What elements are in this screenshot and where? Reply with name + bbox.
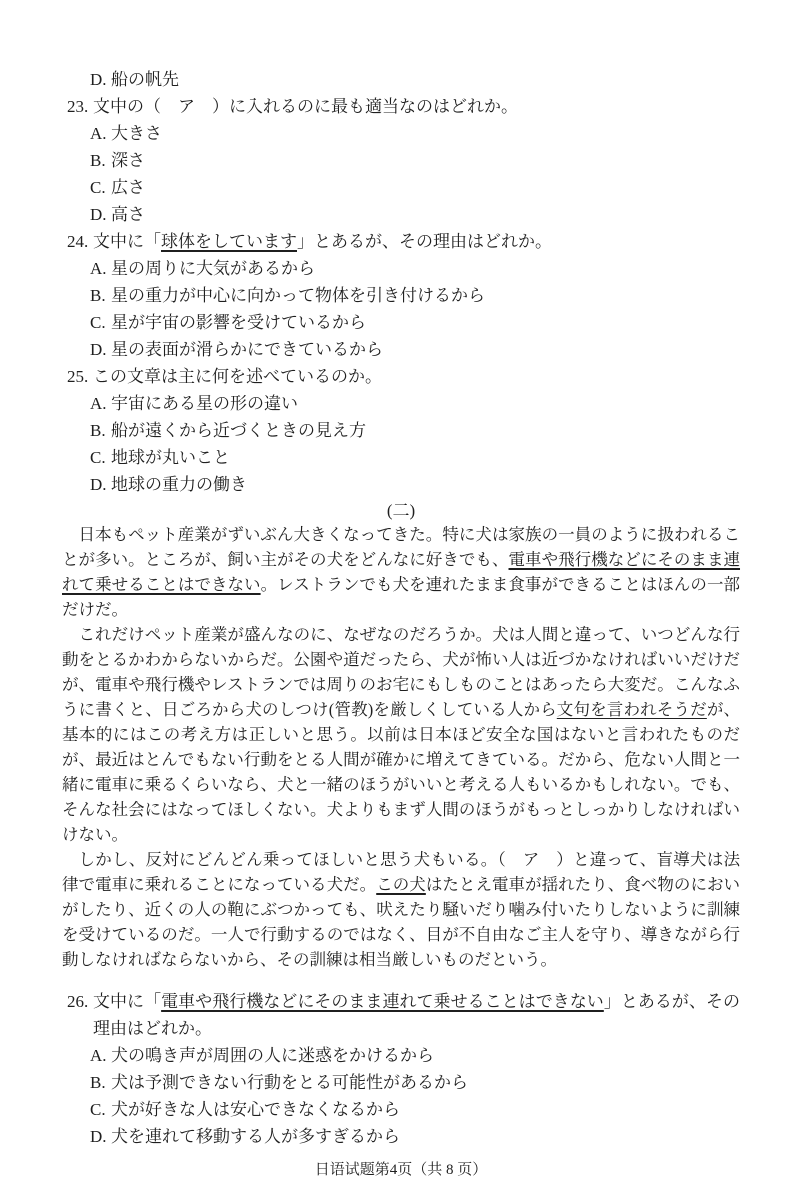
orphan-option-row <box>90 66 740 93</box>
text-run: 」とあるが、その理由はどれか。 <box>93 992 741 1038</box>
question-26 <box>67 988 740 1150</box>
option-row <box>90 417 740 444</box>
text-run: これだけペット産業が盛んなのに、なぜなのだろうか。犬は人間と違って、いつどんな行動をとるかわからないからだ。公園や道だったら、犬が怖い人は近づかなければいいだけだが、電車や飛行機やレストランでは周りのお宅にもしものことはあったら大変だ。こんなふうに書くと、日ごろから犬のしつけ(管教)を厳しくしている人から <box>62 625 740 719</box>
text-run: 文中の（ ア ）に入れるのに最も適当なのはどれか。 <box>93 97 518 116</box>
option-row <box>90 282 740 309</box>
option-letter: C. <box>90 448 106 467</box>
option-text: 地球が丸いこと <box>111 448 230 467</box>
option-text: 犬が好きな人は安心できなくなるから <box>111 1100 400 1119</box>
section-heading: (二) <box>386 501 416 520</box>
underlined-text: 電車や飛行機などにそのまま連れて乗せることはできない <box>161 992 604 1011</box>
passage-paragraph-3 <box>62 847 740 972</box>
question-options <box>90 120 740 228</box>
question-options <box>90 255 740 363</box>
passage-paragraph-2 <box>62 622 740 847</box>
question-24 <box>67 228 740 363</box>
question-stem <box>93 363 740 390</box>
question-stem-row <box>67 988 740 1042</box>
option-row <box>90 174 740 201</box>
text-run: 。レストランでも犬を連れたまま食事ができることはほんの一部だけだ。 <box>62 575 741 619</box>
option-row <box>90 255 740 282</box>
option-letter: D. <box>90 1127 107 1146</box>
question-stem-row <box>67 363 740 390</box>
question-stem-row <box>67 228 740 255</box>
question-stem <box>93 93 740 120</box>
option-letter: A. <box>90 124 107 143</box>
option-text: 犬の鳴き声が周囲の人に迷惑をかけるから <box>111 1046 434 1065</box>
text-run: が、基本的にはこの考え方は正しいと思う。以前は日本ほど安全な国はないと言われたものだが、最近はとんでもない行動をとる人間が確かに増えてきている。だから、危ない人間と一緒に電車に乗るくらいなら、犬と一緒のほうがいいと考える人もいるかもしれない。でも、そんな社会にはなってほしくない。犬よりもまず人間のほうがもっとしっかりしなければいけない。 <box>62 700 741 844</box>
option-text: 高さ <box>111 205 145 224</box>
text-run: この文章は主に何を述べているのか。 <box>93 367 382 386</box>
option-letter: B. <box>90 421 106 440</box>
option-text: 星の周りに大気があるから <box>111 259 315 278</box>
option-text: 大きさ <box>111 124 162 143</box>
underlined-text: 文句を言われそうだ <box>556 700 707 719</box>
option-row <box>90 309 740 336</box>
option-text: 犬を連れて移動する人が多すぎるから <box>111 1127 400 1146</box>
option-letter: C. <box>90 178 106 197</box>
option-row <box>90 336 740 363</box>
question-options <box>90 390 740 498</box>
option-letter: A. <box>90 394 107 413</box>
option-letter: A. <box>90 1046 107 1065</box>
text-run: 」とあるが、その理由はどれか。 <box>297 232 552 251</box>
option-text: 星の重力が中心に向かって物体を引き付けるから <box>111 286 485 305</box>
text-run: はたとえ電車が揺れたり、食べ物のにおいがしたり、近くの人の鞄にぶつかっても、吠えたり騒いだり噛み付いたりしないように訓練を受けているのだ。一人で行動するのではなく、目が不自由なご主人を守り、導きながら行動しなければならないから、その訓練は相当厳しいものだという。 <box>62 875 741 969</box>
option-letter: D. <box>90 205 107 224</box>
question-number: 26. <box>67 992 89 1011</box>
text-run: 日本もペット産業がずいぶん大きくなってきた。特に犬は家族の一員のように扱われることが多い。ところが、飼い主がその犬をどんなに好きでも、 <box>62 525 740 569</box>
option-text: 地球の重力の働き <box>111 475 247 494</box>
option-letter: C. <box>90 1100 106 1119</box>
passage-paragraph-1 <box>62 522 740 622</box>
option-text: 深さ <box>111 151 145 170</box>
option-text: 星の表面が滑らかにできているから <box>111 340 383 359</box>
question-stem <box>93 988 740 1042</box>
option-row <box>90 1123 740 1150</box>
option-letter: B. <box>90 151 106 170</box>
option-text: 宇宙にある星の形の違い <box>111 394 298 413</box>
option-row <box>90 390 740 417</box>
option-letter: D. <box>90 340 107 359</box>
question-23 <box>67 93 740 228</box>
option-text: 広さ <box>111 178 145 197</box>
option-letter: B. <box>90 1073 106 1092</box>
option-row <box>90 147 740 174</box>
underlined-text: 球体をしています <box>161 232 297 251</box>
option-row <box>90 201 740 228</box>
option-row <box>90 1069 740 1096</box>
text-run: しかし、反対にどんどん乗ってほしいと思う犬もいる。（ ア ）と違って、盲導犬は法律で電車に乗れることになっている犬だ。 <box>62 850 740 894</box>
question-stem <box>93 228 740 255</box>
option-row <box>90 471 740 498</box>
page-footer: 日语试题第4页（共 8 页） <box>314 1162 488 1178</box>
reading-passage-2 <box>62 500 740 972</box>
option-letter: A. <box>90 259 107 278</box>
option-letter: C. <box>90 313 106 332</box>
option-row <box>90 444 740 471</box>
option-text: 船が遠くから近づくときの見え方 <box>111 421 366 440</box>
option-text: 犬は予測できない行動をとる可能性があるから <box>111 1073 468 1092</box>
option-text: 船の帆先 <box>111 70 179 89</box>
question-25 <box>67 363 740 498</box>
option-text: 星が宇宙の影響を受けているから <box>111 313 366 332</box>
option-row <box>90 1096 740 1123</box>
question-number: 23. <box>67 97 89 116</box>
option-row <box>90 1042 740 1069</box>
option-letter: B. <box>90 286 106 305</box>
option-letter: D. <box>90 475 107 494</box>
option-letter: D. <box>90 70 107 89</box>
underlined-text: この犬 <box>376 875 426 894</box>
text-run: 文中に「 <box>93 232 161 251</box>
text-run: 文中に「 <box>93 992 162 1011</box>
question-number: 24. <box>67 232 89 251</box>
option-row <box>90 120 740 147</box>
question-options <box>90 1042 740 1150</box>
underlined-text: 電車や飛行機などにそのまま連れて乗せることはできない <box>62 550 741 594</box>
question-stem-row <box>67 93 740 120</box>
question-number: 25. <box>67 367 89 386</box>
